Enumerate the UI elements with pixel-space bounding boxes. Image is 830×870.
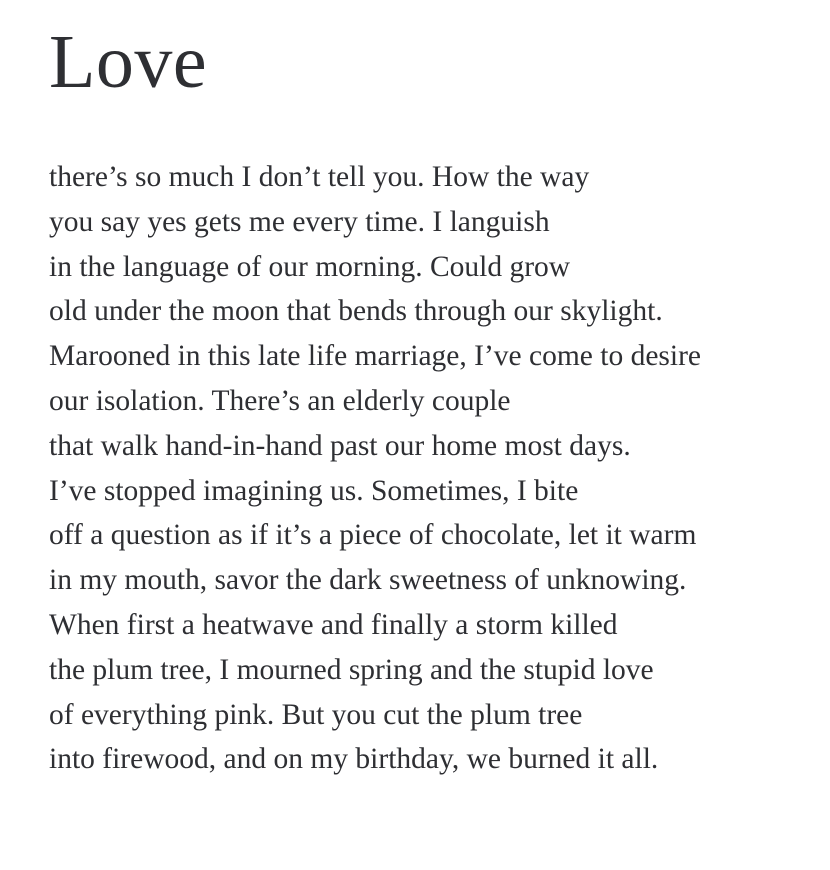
poem-title: Love [49,20,208,104]
poem-line: Marooned in this late life marriage, I’ve come to desire [49,340,702,373]
poem-line: that walk hand-in-hand past our home most days. [49,429,631,462]
poem-line: in the language of our morning. Could grow [49,250,571,283]
poem-line: off a question as if it’s a piece of chocolate, let it warm [49,519,697,552]
poem-line: in my mouth, savor the dark sweetness of unknowing. [49,564,687,597]
poem-line: into firewood, and on my birthday, we burned it all. [49,743,659,776]
poem-line: of everything pink. But you cut the plum tree [49,698,583,731]
poem-line: our isolation. There’s an elderly couple [49,384,511,417]
poem-line: the plum tree, I mourned spring and the stupid love [49,653,654,686]
poem-line: When first a heatwave and finally a storm killed [49,608,618,641]
poem-line: I’ve stopped imagining us. Sometimes, I bite [49,474,579,507]
poem-body [49,155,830,782]
poem-line: there’s so much I don’t tell you. How the way [49,161,590,193]
poem-line: old under the moon that bends through our skylight. [49,295,663,328]
poem-line: you say yes gets me every time. I languish [49,205,550,238]
poem-page [49,0,830,782]
